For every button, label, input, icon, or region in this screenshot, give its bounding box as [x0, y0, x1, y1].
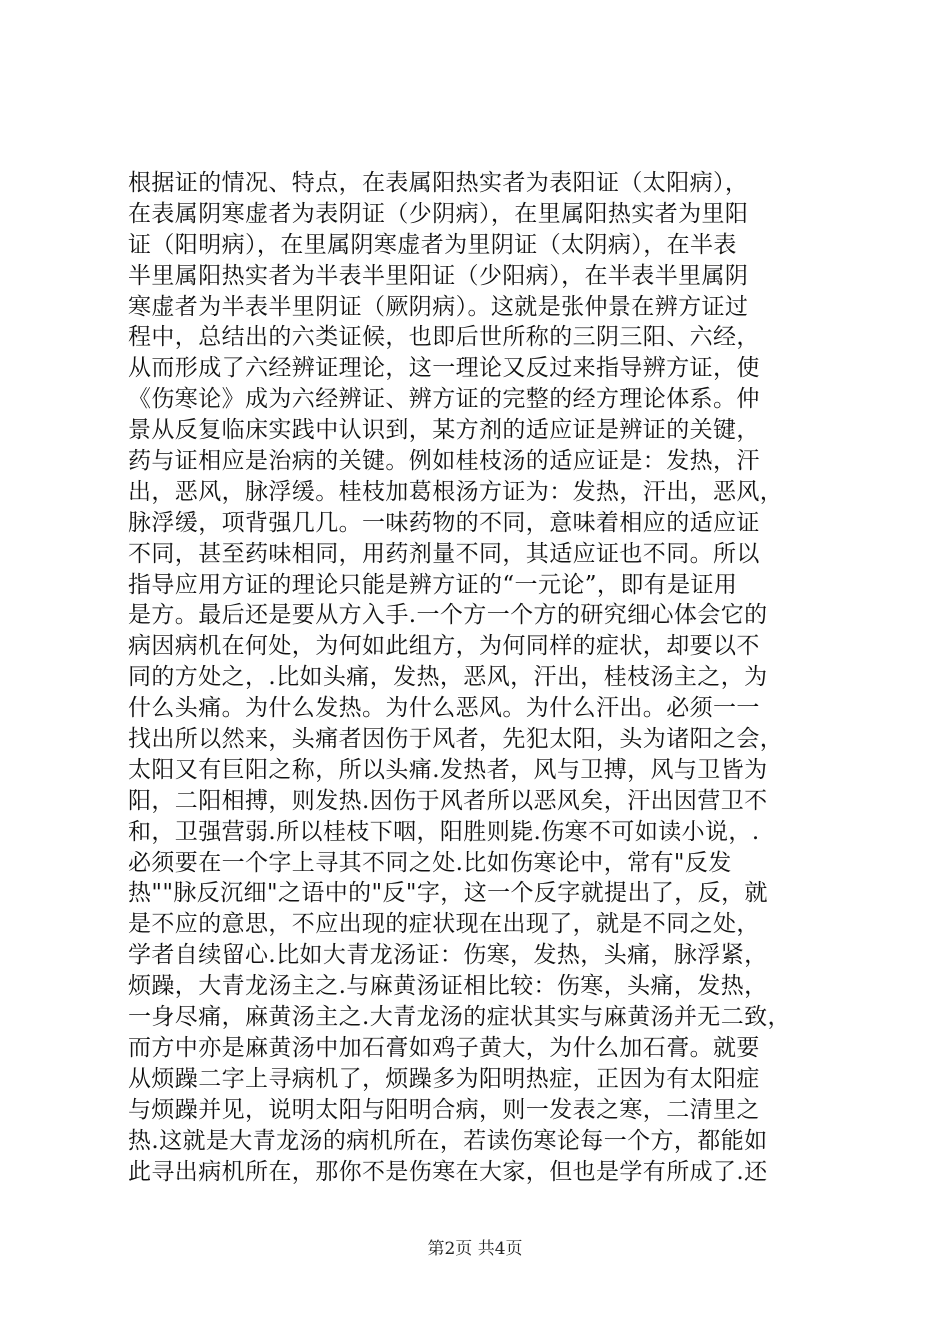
text-line: 在表属阴寒虚者为表阴证（少阴病），在里属阳热实者为里阳 — [128, 200, 749, 227]
text-line: 学者自续留心.比如大青龙汤证：伤寒，发热，头痛，脉浮紧， — [128, 942, 768, 969]
text-line: 和，卫强营弱.所以桂枝下咽，阳胜则毙.伤寒不可如读小说，. — [128, 818, 760, 845]
text-line: 与烦躁并见，说明太阳与阳明合病，则一发表之寒，二清里之 — [128, 1096, 760, 1123]
text-line: 同的方处之，.比如头痛，发热，恶风，汗出，桂枝汤主之，为 — [128, 664, 768, 691]
text-line: 从而形成了六经辨证理论，这一理论又反过来指导辨方证，使 — [128, 355, 760, 382]
text-line: 根据证的情况、特点，在表属阳热实者为表阳证（太阳病）， — [128, 170, 749, 196]
text-line: 热.这就是大青龙汤的病机所在，若读伤寒论每一个方，都能如 — [128, 1127, 768, 1154]
text-line: 病因病机在何处，为何如此组方，为何同样的症状，却要以不 — [128, 633, 760, 660]
text-line: 《伤寒论》成为六经辨证、辨方证的完整的经方理论体系。仲 — [128, 386, 760, 413]
text-line: 必须要在一个字上寻其不同之处.比如伤寒论中，常有"反发 — [128, 849, 732, 876]
text-line: 不同，甚至药味相同，用药剂量不同，其适应证也不同。所以 — [128, 540, 760, 567]
text-line: 半里属阳热实者为半表半里阳证（少阳病），在半表半里属阴 — [128, 262, 749, 289]
text-line: 阳，二阳相搏，则发热.因伤于风者所以恶风矣，汗出因营卫不 — [128, 787, 768, 814]
body-text — [128, 168, 834, 1187]
text-line: 景从反复临床实践中认识到，某方剂的适应证是辨证的关键， — [128, 417, 760, 444]
text-line: 热""脉反沉细"之语中的"反"字，这一个反字就提出了，反，就 — [128, 880, 768, 907]
text-line: 是不应的意思，不应出现的症状现在出现了，就是不同之处， — [128, 911, 760, 938]
text-line: 证（阳明病），在里属阴寒虚者为里阴证（太阴病），在半表 — [128, 231, 737, 258]
text-line: 从烦躁二字上寻病机了，烦躁多为阳明热症，正因为有太阳症 — [128, 1065, 760, 1092]
text-line: 脉浮缓，项背强几几。一味药物的不同，意味着相应的适应证 — [128, 509, 760, 536]
text-line: 指导应用方证的理论只能是辨方证的“一元论”，即有是证用 — [128, 571, 738, 598]
text-line: 什么头痛。为什么发热。为什么恶风。为什么汗出。必须一一 — [128, 695, 760, 722]
text-line: 药与证相应是治病的关键。例如桂枝汤的适应证是：发热，汗 — [128, 448, 760, 475]
text-line: 太阳又有巨阳之称，所以头痛.发热者，风与卫搏，风与卫皆为 — [128, 756, 768, 783]
text-line: 程中，总结出的六类证候，也即后世所称的三阴三阳、六经， — [128, 324, 760, 351]
text-line: 寒虚者为半表半里阴证（厥阴病）。这就是张仲景在辨方证过 — [128, 293, 749, 320]
text-line: 此寻出病机所在，那你不是伤寒在大家，但也是学有所成了.还 — [128, 1158, 768, 1185]
text-line: 而方中亦是麻黄汤中加石膏如鸡子黄大，为什么加石膏。就要 — [128, 1034, 760, 1061]
text-line: 找出所以然来，头痛者因伤于风者，先犯太阳，头为诸阳之会， — [128, 726, 784, 753]
text-line: 一身尽痛，麻黄汤主之.大青龙汤的症状其实与麻黄汤并无二致， — [128, 1004, 791, 1031]
text-line: 烦躁，大青龙汤主之.与麻黄汤证相比较：伤寒，头痛，发热， — [128, 973, 768, 1000]
page-footer: 第2页 共4页 — [427, 1239, 523, 1259]
text-line: 出，恶风，脉浮缓。桂枝加葛根汤方证为：发热，汗出，恶风， — [128, 478, 784, 505]
text-line: 是方。最后还是要从方入手.一个方一个方的研究细心体会它的 — [128, 602, 768, 629]
